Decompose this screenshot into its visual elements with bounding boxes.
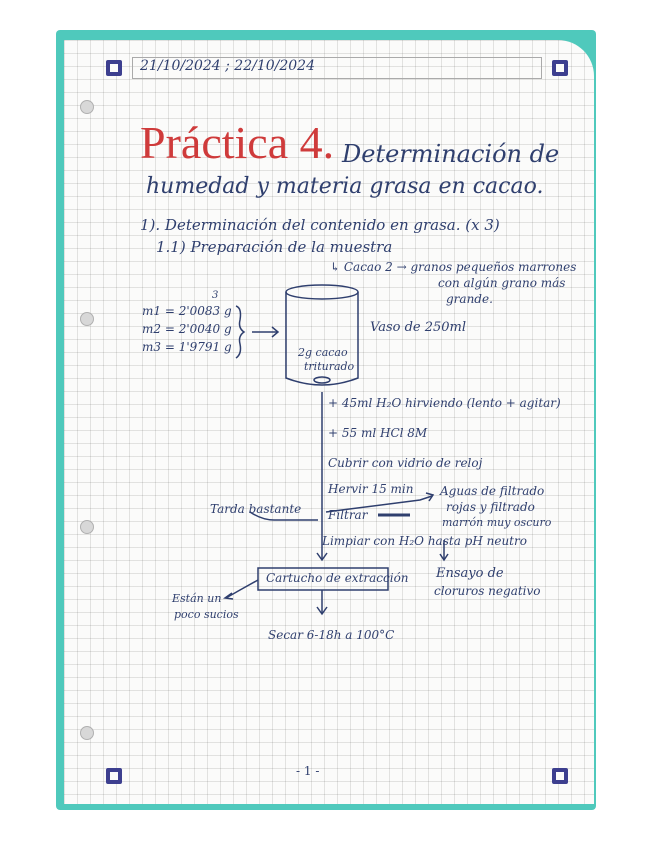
step-2: + 55 ml HCl 8M <box>328 426 428 440</box>
note-slow: Tarda bastante <box>210 502 302 516</box>
beaker-content-2: triturado <box>304 360 355 373</box>
mass-brace <box>236 306 244 358</box>
header-dates: 21/10/2024 ; 22/10/2024 <box>140 58 315 74</box>
beaker-body <box>286 292 358 385</box>
mass-3: m3 = 1'9791 g <box>142 340 232 354</box>
dirty-note-2: poco sucios <box>174 608 239 621</box>
filtrate-note-3: marrón muy oscuro <box>442 516 552 529</box>
dry-step: Secar 6-18h a 100°C <box>268 628 395 642</box>
step-5: Filtrar <box>328 508 368 522</box>
chloride-note-2: cloruros negativo <box>434 584 541 598</box>
filtrate-note-2: rojas y filtrado <box>446 500 535 514</box>
section-heading: 1). Determinación del contenido en grasa. (x 3) <box>140 216 500 234</box>
step-1: + 45ml H₂O hirviendo (lento + agitar) <box>328 396 561 410</box>
step-6: Limpiar con H₂O hasta pH neutro <box>322 534 527 548</box>
step-3: Cubrir con vidrio de reloj <box>328 456 483 470</box>
mass-2: m2 = 2'0040 g <box>142 322 232 336</box>
page-number: - 1 - <box>296 764 320 778</box>
filtrate-note-1: Aguas de filtrado <box>440 484 545 498</box>
sample-note-3: grande. <box>446 292 493 306</box>
sample-note-1: ↳ Cacao 2 → granos pequeños marrones <box>330 260 577 274</box>
beaker-label: Vaso de 250ml <box>370 320 467 335</box>
mass-1: m1 = 2'0083 g <box>142 304 232 318</box>
sample-note-2: con algún grano más <box>438 276 566 290</box>
title-rest-line2: humedad y materia grasa en cacao. <box>146 174 544 199</box>
beaker-sample-icon <box>314 377 330 383</box>
title-rest-line1: Determinación de <box>342 140 560 168</box>
mass-superscript: 3 <box>212 290 219 301</box>
cartridge-label: Cartucho de extracción <box>266 571 409 585</box>
arrow-to-dirty-note <box>226 580 258 598</box>
beaker-content-1: 2g cacao <box>298 346 348 359</box>
step-4: Hervir 15 min <box>328 482 414 496</box>
beaker-rim <box>286 285 358 299</box>
arrow-head-icon <box>225 593 233 599</box>
chloride-note-1: Ensayo de <box>436 566 504 581</box>
dirty-note-1: Están un <box>172 592 222 605</box>
subsection-heading: 1.1) Preparación de la muestra <box>156 238 393 256</box>
title-main: Práctica 4. <box>140 117 335 168</box>
